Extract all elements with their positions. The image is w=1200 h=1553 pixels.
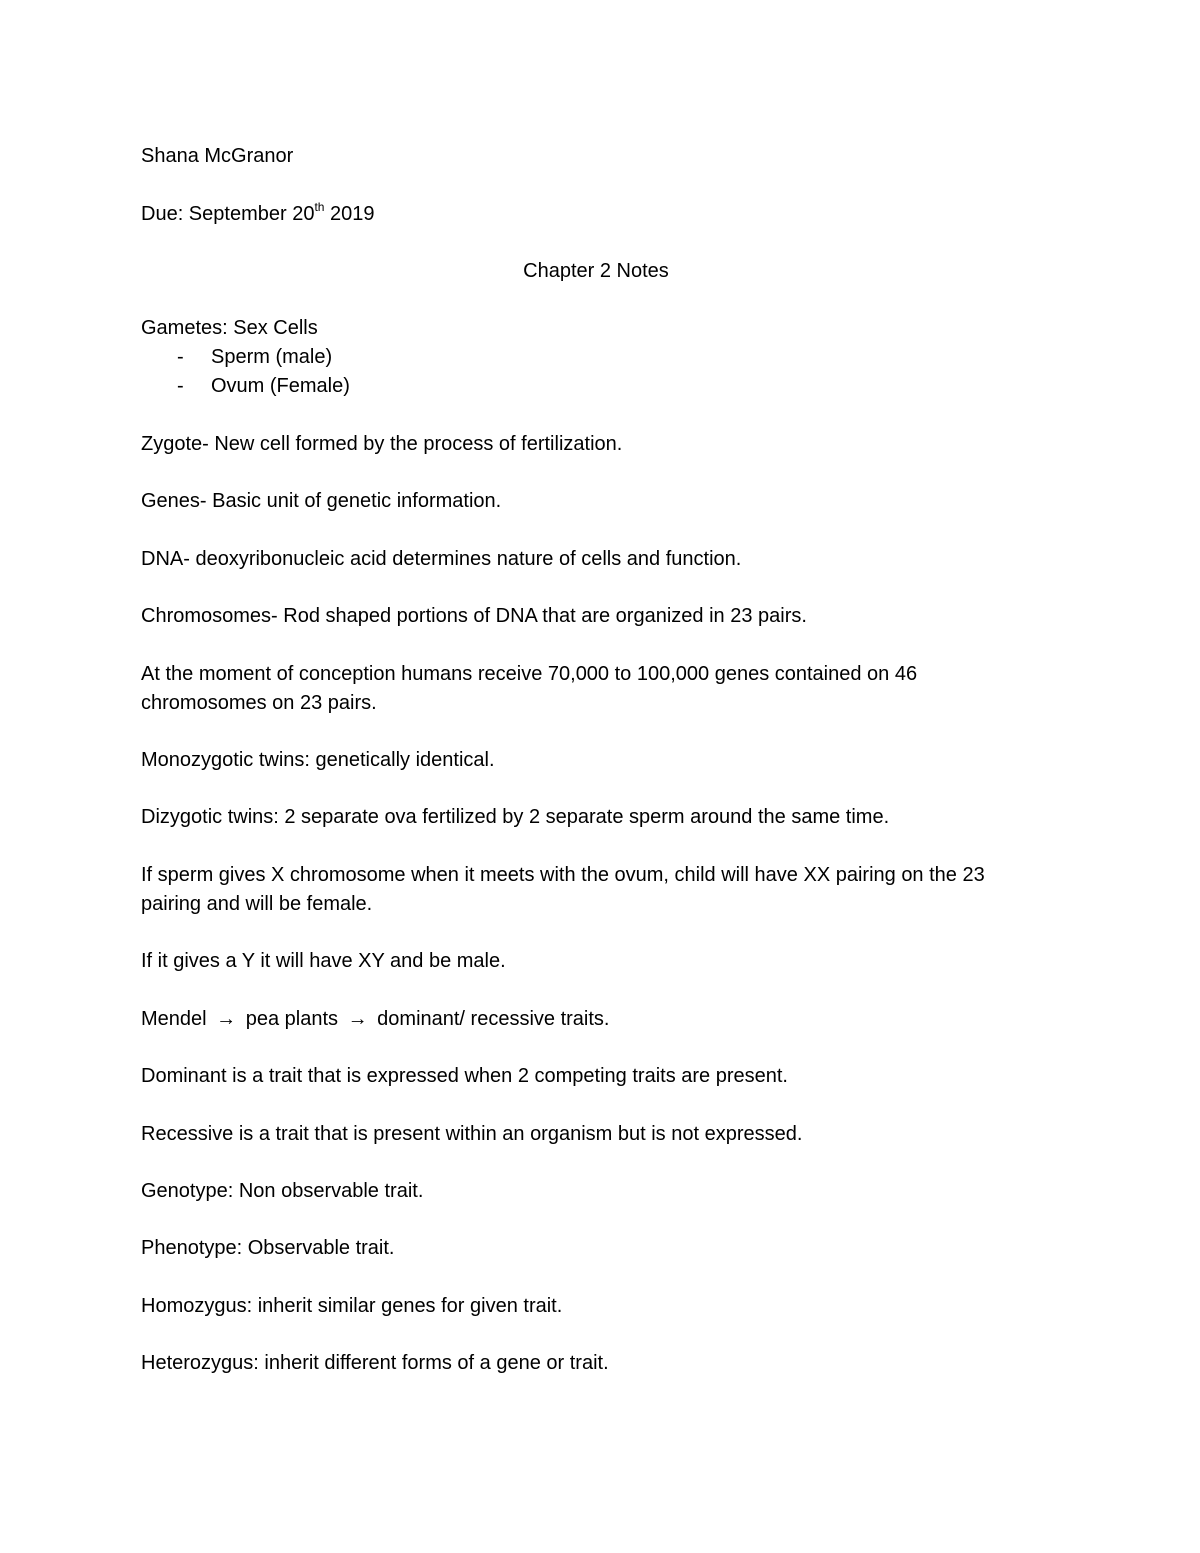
mendel-text: Mendel bbox=[141, 1008, 207, 1030]
note-y-chromosome: If it gives a Y it will have XY and be male. bbox=[141, 950, 506, 972]
note-genotype: Genotype: Non observable trait. bbox=[141, 1180, 424, 1202]
note-conception-line1: At the moment of conception humans receive 70,000 to 100,000 genes contained on 46 bbox=[141, 663, 918, 685]
note-dna: DNA- deoxyribonucleic acid determines nature of cells and function. bbox=[141, 548, 742, 570]
note-monozygotic: Monozygotic twins: genetically identical. bbox=[141, 749, 495, 771]
due-date-prefix: Due: September 20 bbox=[141, 203, 315, 225]
note-x-chromosome-line1: If sperm gives X chromosome when it meets with the ovum, child will have XX pairing on the 23 bbox=[141, 864, 985, 886]
note-heterozygus: Heterozygus: inherit different forms of a gene or trait. bbox=[141, 1352, 609, 1374]
due-date bbox=[141, 200, 375, 229]
pea-plants-text: pea plants bbox=[245, 1008, 339, 1030]
note-conception-line2: chromosomes on 23 pairs. bbox=[141, 692, 377, 714]
gametes-heading: Gametes: Sex Cells bbox=[141, 317, 318, 339]
list-item: Sperm (male) bbox=[211, 346, 333, 368]
note-homozygus: Homozygus: inherit similar genes for given trait. bbox=[141, 1295, 563, 1317]
bullet-marker: - bbox=[177, 346, 184, 368]
note-chromosomes: Chromosomes- Rod shaped portions of DNA that are organized in 23 pairs. bbox=[141, 605, 807, 627]
list-item: Ovum (Female) bbox=[211, 375, 350, 397]
right-arrow-icon: → bbox=[216, 1008, 237, 1030]
page-title: Chapter 2 Notes bbox=[523, 260, 669, 282]
note-dominant: Dominant is a trait that is expressed when 2 competing traits are present. bbox=[141, 1065, 788, 1087]
note-recessive: Recessive is a trait that is present within an organism but is not expressed. bbox=[141, 1123, 803, 1145]
author-name: Shana McGranor bbox=[141, 145, 294, 167]
right-arrow-icon: → bbox=[347, 1008, 368, 1030]
note-dizygotic: Dizygotic twins: 2 separate ova fertilized by 2 separate sperm around the same time. bbox=[141, 806, 890, 828]
due-date-superscript: th bbox=[314, 200, 325, 214]
note-x-chromosome-line2: pairing and will be female. bbox=[141, 893, 373, 915]
traits-text: dominant/ recessive traits. bbox=[377, 1008, 610, 1030]
note-mendel bbox=[141, 1005, 609, 1034]
note-genes: Genes- Basic unit of genetic information. bbox=[141, 490, 502, 512]
note-phenotype: Phenotype: Observable trait. bbox=[141, 1237, 395, 1259]
note-zygote: Zygote- New cell formed by the process of fertilization. bbox=[141, 433, 623, 455]
due-date-suffix: 2019 bbox=[324, 203, 375, 225]
bullet-marker: - bbox=[177, 375, 184, 397]
